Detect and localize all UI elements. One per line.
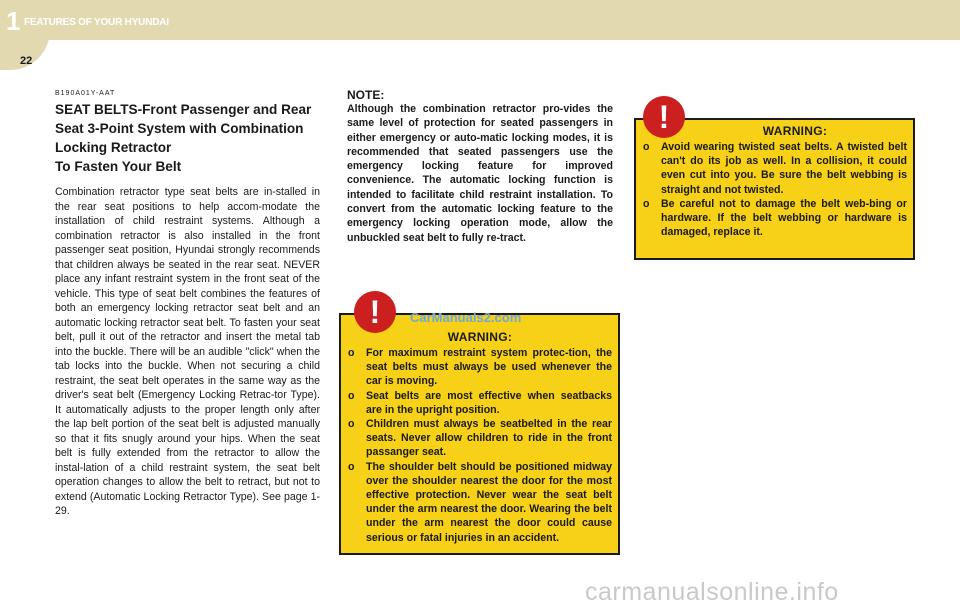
warning-item-text: The shoulder belt should be positioned midway over the shoulder nearest the door for the most effective protection. Never wear the seat belt under the arm nearest the door. Wearing the belt under the arm nearest the door could cause serious or fatal injuries in an accident.: [366, 460, 612, 544]
body-paragraph: Combination retractor type seat belts are in-stalled in the rear seat positions to help accom-modate the installation of child restraint systems. Although a combination retractor is also installed in the front passenger seat position, Hyundai strongly recommends that children always be seated in the rear seat. NEVER place any infant restraint system in the front seat of the vehicle. This type of seat belt combines the features of both an emergency locking retractor seat belt and an automatic locking retractor seat belt. To fasten your seat belt, pull it out of the retractor and insert the metal tab into the buckle. There will be an audible "click" when the tab locks into the buckle. When not securing a child restraint, the seat belt operates in the same way as the driver's seat belt (Emergency Locking Retrac-tor Type). It automatically adjusts to the proper length only after the lap belt portion of the seat belt is adjusted manually so that it fits snugly around your hips. When the seat belt is fully extended from the retractor to allow the instal-lation of a child restraint system, the seat belt operation changes to allow the belt to retract, but not to extend (Automatic Locking Retractor Type). See page 1-29.: [55, 186, 320, 517]
note-title: NOTE:: [347, 88, 385, 102]
warning-item-text: Avoid wearing twisted seat belts. A twisted belt can't do its job as well. In a collision, it could even cut into you. Be sure the belt webbing is straight and not twisted.: [661, 141, 907, 196]
warning-item-text: For maximum restraint system protec-tion, the seat belts must always be used whenever the car is moving.: [366, 347, 612, 388]
warning-label: WARNING:: [447, 330, 513, 344]
warning-list: [643, 140, 907, 239]
warning-item: [643, 140, 907, 197]
warning-item: [643, 197, 907, 240]
watermark-top: CarManuals2.com: [410, 310, 522, 325]
left-column: [55, 90, 320, 519]
note-section: [347, 88, 613, 245]
bullet: o: [348, 347, 355, 359]
warning-box-middle: [339, 313, 620, 555]
bullet: o: [643, 197, 650, 210]
warning-icon: !: [354, 291, 396, 333]
heading-line: SEAT BELTS-Front Passenger and Rear: [55, 102, 312, 117]
warning-item-text: Children must always be seatbelted in the rear seats. Never allow children to ride in the front passanger seat.: [366, 418, 612, 459]
chapter-number: 1: [6, 6, 21, 36]
section-code: B190A01Y-AAT: [55, 90, 116, 97]
section-heading: [55, 100, 320, 176]
bullet: o: [348, 389, 355, 402]
bullet: o: [348, 418, 355, 431]
bullet: o: [643, 141, 650, 153]
heading-line: To Fasten Your Belt: [55, 159, 182, 174]
page-number: 22: [20, 55, 33, 67]
note-text: Although the combination retractor pro-vides the same level of protection for seated passengers in either emergency or auto-matic locking modes, it is recommended that seated passengers use the emergency locking feature for improved convenience. The automatic locking function is intended to facilitate child restraint installation. To convert from the automatic locking feature to the emergency locking operation mode, allow the unbuckled seat belt to fully re-tract.: [347, 103, 613, 244]
warning-item-text: Seat belts are most effective when seatbacks are in the upright position.: [366, 389, 612, 416]
warning-list: [348, 346, 612, 545]
warning-item: [348, 460, 612, 545]
heading-line: Seat 3-Point System with Combination: [55, 121, 304, 136]
warning-icon: !: [643, 96, 685, 138]
watermark-bottom: carmanualsonline.info: [585, 578, 839, 606]
warning-item: [348, 417, 612, 460]
bullet: o: [348, 460, 355, 473]
warning-box-right: [634, 118, 915, 260]
warning-item: [348, 389, 612, 417]
chapter-title: FEATURES OF YOUR HYUNDAI: [24, 17, 169, 28]
warning-label: WARNING:: [762, 124, 828, 138]
warning-item-text: Be careful not to damage the belt web-bing or hardware. If the belt webbing or hardware is damaged, replace it.: [661, 197, 907, 239]
warning-item: [348, 346, 612, 389]
heading-line: Locking Retractor: [55, 140, 172, 155]
